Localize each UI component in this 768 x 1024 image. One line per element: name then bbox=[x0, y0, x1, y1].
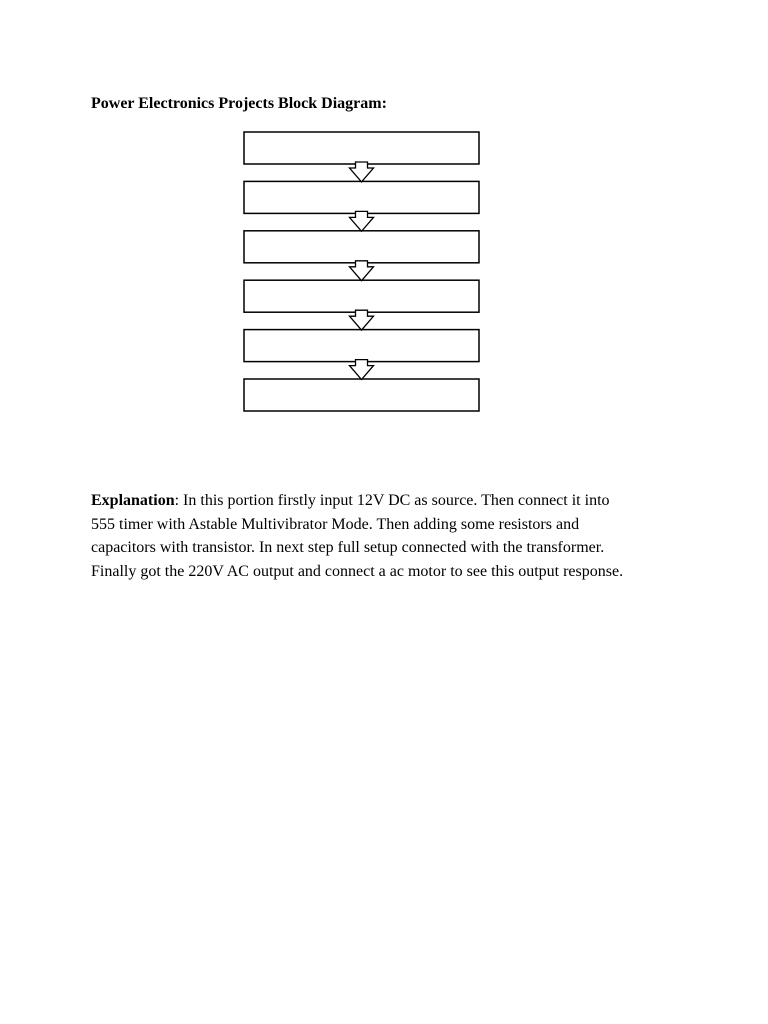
flow-block-5 bbox=[244, 330, 479, 362]
flow-block-6 bbox=[244, 379, 479, 411]
explanation-line: Finally got the 220V AC output and connect a ac motor to see this output response. bbox=[91, 562, 624, 580]
down-arrow-icon bbox=[350, 211, 374, 231]
explanation-line: capacitors with transistor. In next step full setup connected with the transformer. bbox=[91, 539, 605, 556]
down-arrow-icon bbox=[350, 360, 374, 380]
flow-block-2 bbox=[244, 181, 479, 213]
explanation-paragraph bbox=[91, 489, 711, 583]
flow-block-4 bbox=[244, 280, 479, 312]
explanation-text: : In this portion firstly input 12V DC as source. Then connect it into bbox=[174, 492, 610, 509]
explanation-line: 555 timer with Astable Multivibrator Mode. Then adding some resistors and bbox=[91, 515, 580, 533]
explanation-label: Explanation bbox=[91, 492, 175, 509]
explanation-line bbox=[91, 489, 711, 513]
page-heading: Power Electronics Projects Block Diagram: bbox=[91, 95, 387, 112]
down-arrow-icon bbox=[350, 162, 374, 182]
flow-block-1 bbox=[244, 132, 479, 164]
flow-block-3 bbox=[244, 231, 479, 263]
down-arrow-icon bbox=[350, 261, 374, 281]
down-arrow-icon bbox=[350, 310, 374, 330]
